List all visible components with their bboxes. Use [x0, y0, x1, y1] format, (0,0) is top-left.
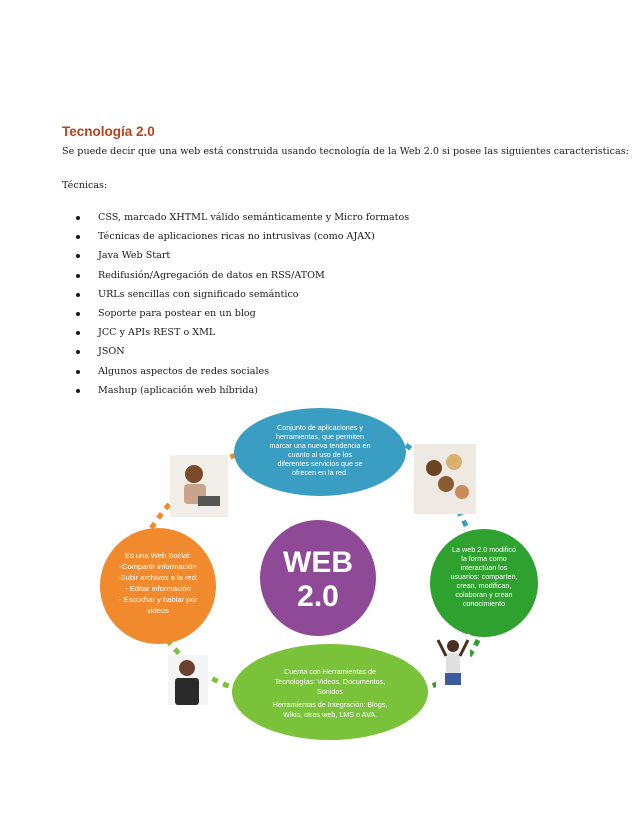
left-line-2: -Compartir información	[119, 562, 197, 571]
list-item: Redifusión/Agregación de datos en RSS/ATOM	[62, 266, 409, 285]
top-line-3: marcar una nueva tendencia en	[269, 441, 371, 450]
photo-group-friends	[414, 444, 476, 514]
list-item: Mashup (aplicación web híbrida)	[62, 381, 409, 400]
left-line-3: -Subir archivos a la red.	[117, 573, 199, 582]
right-line-6: colaboran y crean	[455, 590, 513, 599]
right-line-5: crean, modifican,	[456, 581, 512, 590]
left-line-4: - Editar información	[125, 584, 191, 593]
right-line-2: la forma como	[461, 554, 507, 563]
list-item: URLs sencillas con significado semántico	[62, 285, 409, 304]
top-line-2: herramientas, que permiten	[276, 432, 364, 441]
photo-person-jumping	[436, 634, 470, 688]
photo-man-phone	[168, 655, 208, 705]
list-item: CSS, marcado XHTML válido semánticamente y Micro formatos	[62, 208, 409, 227]
left-circle	[100, 528, 216, 644]
left-line-1: Es una Web Social:	[124, 551, 192, 560]
left-line-5: - Escuchar y hablar por	[118, 595, 198, 604]
list-item: Algunos aspectos de redes sociales	[62, 362, 409, 381]
left-line-6: videos	[147, 606, 169, 615]
bottom-line-1: Cuenta con Herramientas de	[284, 667, 376, 676]
bottom-circle	[232, 644, 428, 740]
center-line-2: 2.0	[297, 580, 339, 613]
bottom-line-5: Wikis, otros web, LMS o AVA.	[283, 710, 377, 719]
top-line-1: Conjunto de aplicaciones y	[277, 423, 363, 432]
top-circle	[234, 408, 406, 496]
top-line-6: ofrecen en la red.	[292, 468, 348, 477]
list-item: JCC y APIs REST o XML	[62, 323, 409, 342]
right-circle	[430, 529, 538, 637]
right-line-4: usuarios: comparten,	[450, 572, 518, 581]
bottom-line-2: Tecnologías: Videos, Documentos,	[274, 677, 386, 686]
page-heading: Tecnología 2.0	[62, 124, 155, 139]
bottom-line-4: Herramientas de Integración: Blogs,	[272, 700, 388, 709]
list-item: JSON	[62, 342, 409, 361]
right-line-1: La web 2.0 modificó	[452, 545, 516, 554]
bottom-line-3: Sonidos	[317, 687, 343, 696]
top-line-4: cuanto al uso de los	[288, 450, 352, 459]
right-line-7: conocimiento	[462, 599, 506, 608]
list-item: Soporte para postear en un blog	[62, 304, 409, 323]
center-line-1: WEB	[283, 546, 353, 579]
list-item: Técnicas de aplicaciones ricas no intrusivas (como AJAX)	[62, 227, 409, 246]
intro-paragraph: Se puede decir que una web está construida usando tecnología de la Web 2.0 si posee las siguientes características:	[62, 146, 629, 157]
photo-woman-laptop	[170, 455, 228, 517]
center-circle	[260, 520, 376, 636]
top-line-5: diferentes servicios que se	[277, 459, 363, 468]
right-line-3: interactúan los	[460, 563, 508, 572]
techniques-label: Técnicas:	[62, 180, 108, 191]
list-item: Java Web Start	[62, 246, 409, 265]
